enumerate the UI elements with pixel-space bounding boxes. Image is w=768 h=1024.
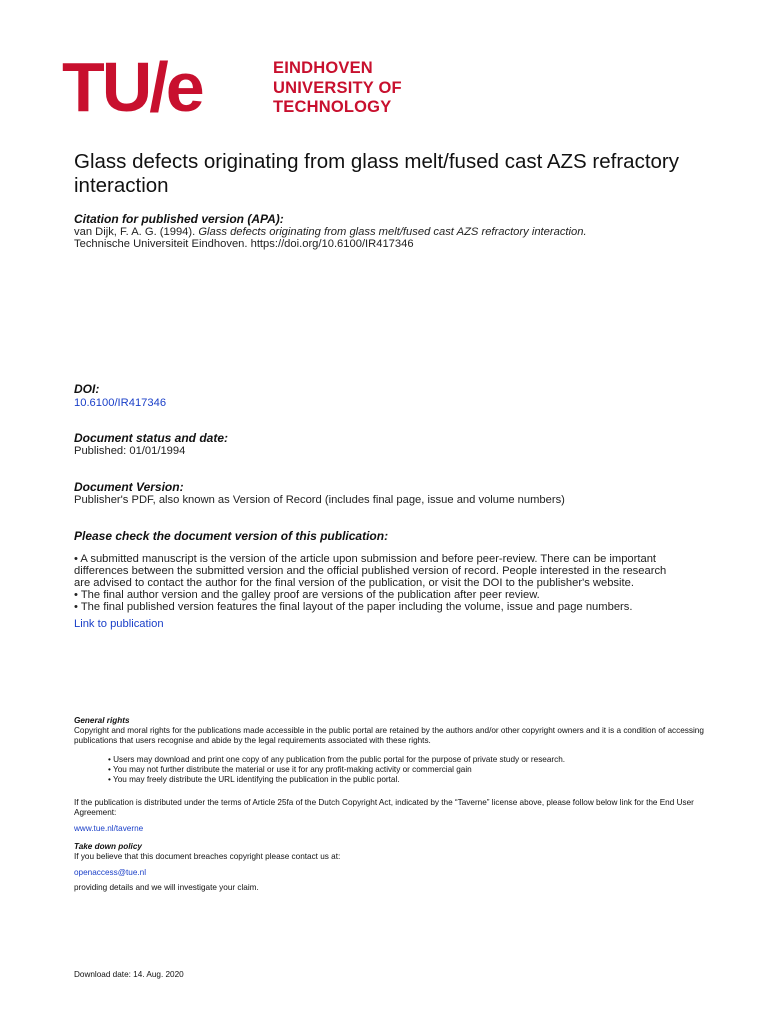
citation-publisher: Technische Universiteit Eindhoven. https://doi.org/10.6100/IR417346 [74, 237, 414, 250]
check-item-author: • The final author version and the galley proof are versions of the publication after peer review. [74, 588, 540, 601]
general-rights-label: General rights [74, 716, 130, 725]
logo-wordmark [273, 59, 402, 118]
takedown-section [74, 842, 719, 893]
version-label: Document Version: [74, 480, 184, 494]
link-to-publication[interactable]: Link to publication [74, 617, 164, 630]
general-rights-text: Copyright and moral rights for the publications made accessible in the public portal are retained by the authors and/or other copyright owners and it is a condition of accessing publications that users recognise and abide by the legal requirements associated with these rights. [74, 726, 704, 745]
general-rights-section [74, 716, 719, 834]
taverne-link[interactable]: www.tue.nl/taverne [74, 824, 144, 833]
check-item-submitted: • A submitted manuscript is the version of the article upon submission and before peer-review. There can be important differences between the submitted version and the official published version of record. People interested in the research are advised to contact the author for the final version of the publication, or visit the DOI to the publisher's website. [74, 552, 667, 589]
download-date: Download date: 14. Aug. 2020 [74, 970, 184, 979]
doi-link[interactable]: 10.6100/IR417346 [74, 396, 167, 409]
check-item-published: • The final published version features the final layout of the paper including the volume, issue and page numbers. [74, 600, 633, 613]
citation-section [74, 213, 714, 250]
logo-mark: TU/e [62, 48, 202, 126]
takedown-after: providing details and we will investigate your claim. [74, 883, 259, 892]
takedown-email[interactable]: openaccess@tue.nl [74, 868, 147, 877]
check-list [74, 553, 674, 613]
citation-label: Citation for published version (APA): [74, 212, 284, 226]
version-section [74, 481, 714, 506]
version-value: Publisher's PDF, also known as Version of Record (includes final page, issue and volume numbers) [74, 493, 565, 506]
taverne-text: If the publication is distributed under the terms of Article 25fa of the Dutch Copyright Act, indicated by the “Taverne” license above, please follow below link for the End User Agreement: [74, 798, 694, 817]
rights-bullet-url: • You may freely distribute the URL identifying the publication in the public portal. [108, 775, 400, 784]
doi-label: DOI: [74, 382, 100, 396]
citation-work: Glass defects originating from glass melt/fused cast AZS refractory interaction. [198, 225, 587, 238]
status-value: Published: 01/01/1994 [74, 444, 186, 457]
status-section [74, 432, 714, 457]
check-label: Please check the document version of this publication: [74, 529, 389, 543]
takedown-text: If you believe that this document breaches copyright please contact us at: [74, 852, 341, 861]
rights-bullet-download: • Users may download and print one copy of any publication from the public portal for the purpose of private study or research. [108, 755, 566, 764]
citation-text [74, 226, 714, 238]
check-section [74, 530, 674, 630]
document-title: Glass defects originating from glass melt/fused cast AZS refractory interaction [74, 150, 679, 197]
rights-bullet-distribute: • You may not further distribute the material or use it for any profit-making activity or commercial gain [108, 765, 472, 774]
status-label: Document status and date: [74, 431, 229, 445]
citation-authors: van Dijk, F. A. G. (1994). [74, 225, 196, 238]
logo-line-1: EINDHOVEN [273, 59, 373, 77]
doi-section [74, 383, 714, 409]
logo-line-2: UNIVERSITY OF [273, 78, 402, 97]
logo-line-3: TECHNOLOGY [273, 98, 392, 116]
takedown-label: Take down policy [74, 842, 142, 851]
